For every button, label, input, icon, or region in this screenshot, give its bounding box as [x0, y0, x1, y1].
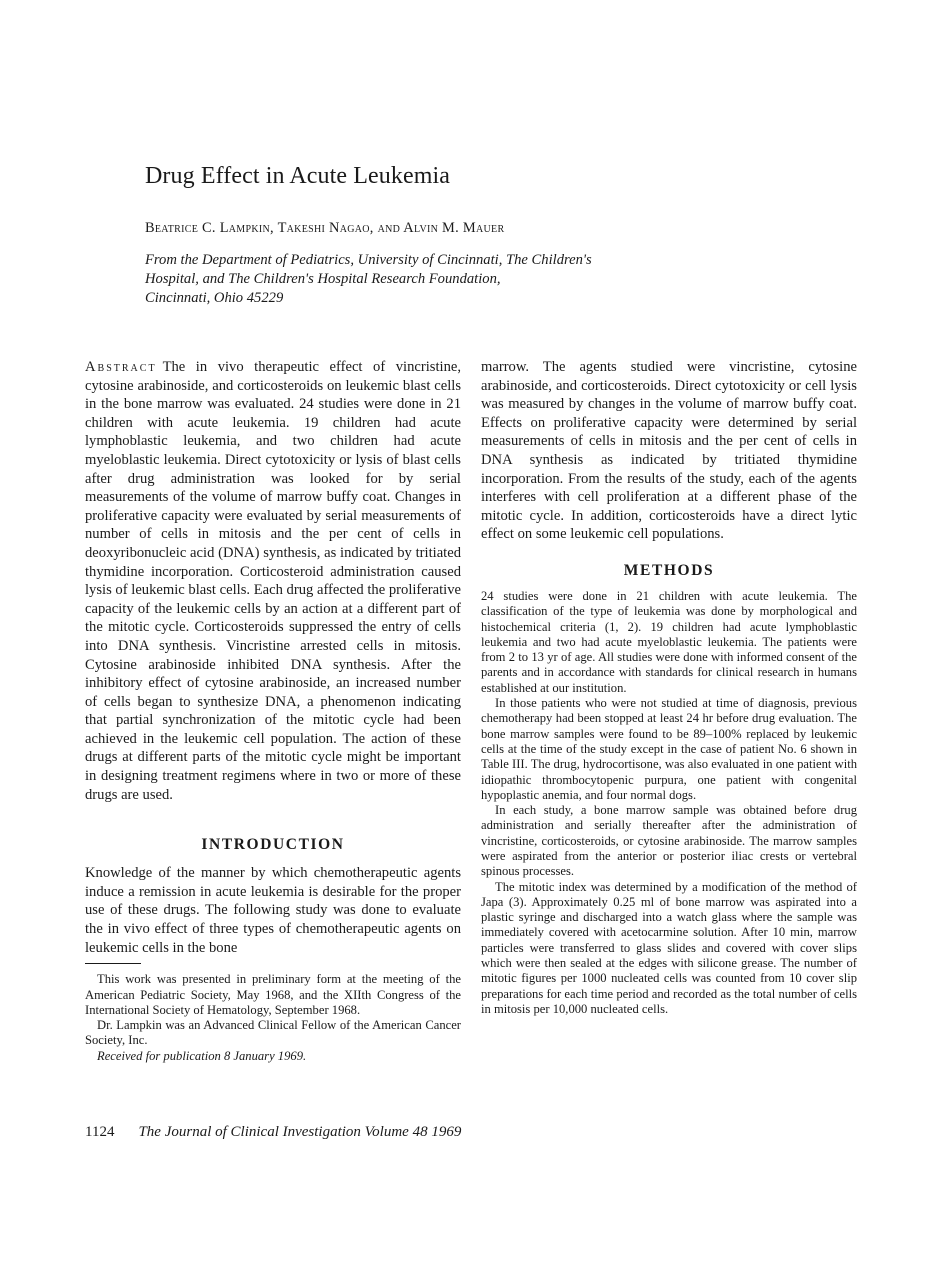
- footnote-fellowship: Dr. Lampkin was an Advanced Clinical Fellow of the American Cancer Society, Inc.: [85, 1018, 461, 1048]
- methods-paragraph: In those patients who were not studied at time of diagnosis, previous chemotherapy had been stopped at least 24 hr before drug evaluation. The bone marrow samples were found to be 89–100% replaced by leukemic cells at the time of the study except in the case of patient No. 6 shown in Table III. The drug, hydrocortisone, was also evaluated in one patient with idiopathic thrombocytopenic purpura, one patient with congenital hypoplastic anemia, and four normal dogs.: [481, 696, 857, 802]
- footnote-presentation: This work was presented in preliminary form at the meeting of the American Pediatric Society, May 1968, and the XIIth Congress of the International Society of Hematology, September 1968.: [85, 972, 461, 1017]
- methods-paragraph: The mitotic index was determined by a modification of the method of Japa (3). Approximately 0.25 ml of bone marrow was aspirated into a plastic syringe and discharged into a watch glass where the sample was immediately covered with acetocarmine solution. After 10 min, marrow particles were transferred to glass slides and covered with cover slips which were then sealed at the edges with silicone grease. The number of mitotic figures per 1000 nucleated cells was counted from 10 cover slip preparations for each time period and recorded as the total number of cells in mitosis per 10,000 nucleated cells.: [481, 879, 857, 1016]
- page-number: 1124: [85, 1124, 115, 1140]
- affiliation-line: Cincinnati, Ohio 45229: [145, 290, 284, 306]
- methods-paragraph: 24 studies were done in 21 children with acute leukemia. The classification of the type of leukemia was done by morphological and histochemical criteria (1, 2). 19 children had acute lymphoblastic leukemia and two had acute myeloblastic leukemia. The patients were from 2 to 13 yr of age. All studies were done with informed consent of the parents and in accordance with standards for clinical research in humans established at our institution.: [481, 588, 857, 695]
- page-footer: [85, 1124, 461, 1141]
- left-column: [85, 358, 461, 1064]
- affiliation: [145, 251, 705, 308]
- methods-heading: METHODS: [623, 561, 715, 579]
- affiliation-line: Hospital, and The Children's Hospital Research Foundation,: [145, 271, 501, 287]
- footnote-received: Received for publication 8 January 1969.: [97, 1048, 307, 1063]
- author-list: Beatrice C. Lampkin, Takeshi Nagao, and Alvin M. Mauer: [145, 220, 505, 236]
- abstract-label: Abstract: [85, 359, 157, 375]
- abstract: [85, 358, 461, 804]
- introduction-continued: marrow. The agents studied were vincristine, cytosine arabinoside, and corticosteroids. Direct cytotoxicity or cell lysis was measured by changes in the volume of marrow buffy coat. Effects on proliferative capacity were determined by serial measurements of cells in mitosis and the per cent of cells in DNA synthesis as indicated by tritiated thymidine incorporation. From the results of the study, each of the agents interferes with cell proliferation at a different phase of the mitotic cycle. In addition, corticosteroids have a direct lytic effect on some leukemic cell populations.: [481, 359, 857, 543]
- introduction-text: Knowledge of the manner by which chemotherapeutic agents induce a remission in acute leukemia is desirable for the proper use of these drugs. The following study was done to evaluate the in vivo effect of three types of chemotherapeutic agents on leukemic cells in the bone: [85, 865, 461, 956]
- journal-citation: The Journal of Clinical Investigation Volume 48 1969: [138, 1124, 462, 1140]
- methods-paragraph: In each study, a bone marrow sample was obtained before drug administration and serially thereafter after the administration of vincristine, corticosteroids, or cytosine arabinoside. The marrow samples were aspirated from the anterior or posterior iliac crests or vertebral spinous processes.: [481, 803, 857, 879]
- article-title: Drug Effect in Acute Leukemia: [145, 163, 451, 189]
- right-column: [481, 358, 857, 1017]
- abstract-text: The in vivo therapeutic effect of vincristine, cytosine arabinoside, and corticosteroids on leukemic blast cells in the bone marrow was evaluated. 24 studies were done in 21 children with acute leukemia. 19 children had acute lymphoblastic leukemia, and two children had acute myeloblastic leukemia. Direct cytotoxicity or lysis of blast cells after drug administration was looked for by serial measurements of the volume of marrow buffy coat. Changes in proliferative capacity were evaluated by serial measurements of number of cells in mitosis and the per cent of cells in deoxyribonucleic acid (DNA) synthesis, as indicated by tritiated thymidine incorporation. Corticosteroid administration caused lysis of leukemic blast cells. Each drug affected the proliferative capacity of the leukemic cells by an action at a different part of the mitotic cycle. Corticosteroids suppressed the entry of cells into DNA synthesis. Vincristine arrested cells in mitosis. Cytosine arabinoside inhibited DNA synthesis. After the inhibitory effect of cytosine arabinoside, an increased number of cells began to synthesize DNA, a phenomenon indicating that partial synchronization of the mitotic cycle had been achieved in the leukemic cell population. The action of these drugs at different parts of the mitotic cycle might be important in designing treatment regimens where in two or more of these drugs are used.: [85, 359, 461, 803]
- affiliation-line: From the Department of Pediatrics, University of Cincinnati, The Children's: [145, 252, 592, 268]
- footnote-divider: [85, 963, 141, 964]
- introduction-heading: INTRODUCTION: [201, 836, 345, 854]
